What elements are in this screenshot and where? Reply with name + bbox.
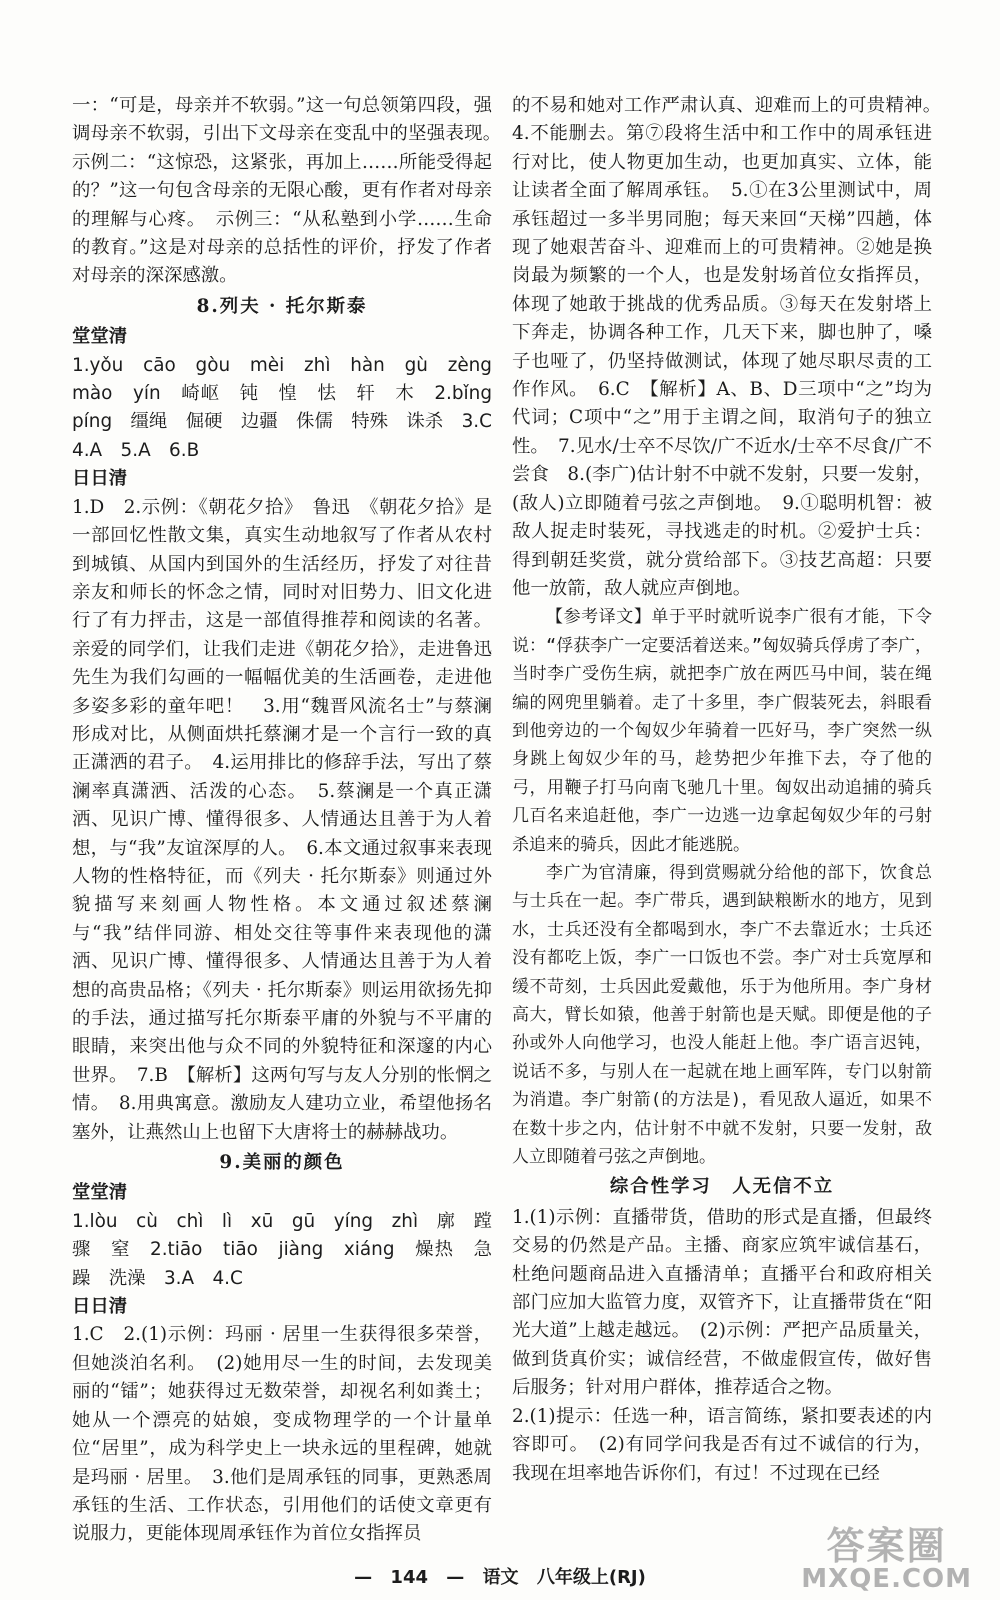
answer-paragraph: 一：“可是，母亲并不软弱。”这一句总领第四段，强调母亲不软弱，引出下文母亲在变乱中的坚强表现。 示例二：“这惊恐，这紧张，再加上……所能受得起的？”这一句包含母亲的无限心酸，更有作者对母亲的理解与心疼。 示例三：“从私塾到小学……生命的教育。”这是对母亲的总括性的评价，抒发了作者对母亲的深深感激。 — [72, 95, 511, 287]
watermark-url: MXQE.COM — [801, 1564, 972, 1594]
section-label: 堂堂清 — [72, 326, 128, 348]
lesson-title-8: 8.列夫 · 托尔斯泰 — [196, 295, 368, 317]
page-number: 144 — [390, 1567, 428, 1588]
answer-paragraph: 的不易和她对工作严肃认真、迎难而上的可贵精神。 4.不能删去。第⑦段将生活中和工作中的周承钰进行对比，使人物更加生动，也更加真实、立体，能让读者全面了解周承钰。 5.①在3公里测试中，周承钰超过一多半男同胞；每天来回“天梯”四趟，体现了她艰苦奋斗、迎难而上的可贵精神。②她是换岗最为频繁的一个人，也是发射场首位女指挥员，体现了她敢于挑战的优秀品质。③每天在发射塔上下奔走，协调各种工作，几天下来，脚也肿了，嗓子也哑了，仍坚持做测试，体现了她尽职尽责的工作作风。 6.C 【解析】A、B、D三项中“之”均为代词；C项中“之”用于主谓之间，取消句子的独立性。 7.见水/士卒不尽饮/广不近水/士卒不尽食/广不尝食 8.(李广)估计射不中就不发射，只要一发射，(敌人)立即随着弓弦之声倒地。 9.①聪明机智：被敌人捉走时装死，寻找逃走的时机。②爱护士兵：得到朝廷奖赏，就分赏给部下。③技艺高超：只要他一放箭，敌人就应声倒地。 — [512, 95, 951, 599]
right-column — [512, 92, 951, 1488]
reference-translation: 【参考译文】单于平时就听说李广很有才能，下令说：“俘获李广一定要活着送来。”匈奴骑兵俘虏了李广，当时李广受伤生病，就把李广放在两匹马中间，装在绳编的网兜里躺着。走了十多里，李广假装死去，斜眼看到他旁边的一个匈奴少年骑着一匹好马，李广突然一纵身跳上匈奴少年的马，趁势把少年推下去，夺了他的弓，用鞭子打马向南飞驰几十里。匈奴出动追捕的骑兵几百名来追赶他，李广一边逃一边拿起匈奴少年的弓射杀追来的骑兵，因此才能逃脱。 — [512, 607, 932, 855]
section-label: 日日清 — [72, 468, 128, 490]
reference-translation: 李广为官清廉，得到赏赐就分给他的部下，饮食总与士兵在一起。李广带兵，遇到缺粮断水的地方，见到水，士兵还没有全都喝到水，李广不去靠近水；士兵还没有都吃上饭，李广一口饭也不尝。李广对士兵宽厚和缓不苛刻，士兵因此爱戴他，乐于为他所用。李广身材高大，臂长如猿，他善于射箭也是天赋。即便是他的子孙或外人向他学习，也没人能赶上他。李广语言迟钝，说话不多，与别人在一起就在地上画军阵，专门以射箭为消遣。李广射箭(的方法是)，看见敌人逼近，如果不在数十步之内，估计射不中就不发射，只要一发射，敌人立即随着弓弦之声倒地。 — [512, 862, 932, 1168]
answer-paragraph: 1.(1)示例：直播带货，借助的形式是直播，但最终交易的仍然是产品。主播、商家应筑牢诚信基石，杜绝问题商品进入直播清单；直播平台和政府相关部门应加大监管力度，双管齐下，让直播带货在“阳光大道”上越走越远。 (2)示例：严把产品质量关，做到货真价实；诚信经营，不做虚假宣传，做好售后服务；针对用户群体，推荐适合之物。 — [512, 1206, 932, 1399]
lesson-title-9: 9.美丽的颜色 — [219, 1152, 345, 1174]
footer-dash: — — [446, 1567, 465, 1588]
watermark — [801, 1526, 972, 1592]
footer-dash: — — [354, 1567, 373, 1588]
answer-paragraph: 1.C 2.(1)示例：玛丽 · 居里一生获得很多荣誉，但她淡泊名利。 (2)她用尽一生的时间，去发现美丽的“镭”；她获得过无数荣誉，却视名利如粪土；她从一个漂亮的姑娘，变成物理学的一个计量单位“居里”，成为科学史上一块永远的里程碑，她就是玛丽 · 居里。 3.他们是周承钰的同事，更熟悉周承钰的生活、工作状态，引用他们的话使文章更有说服力，更能体现周承钰作为首位女指挥员 — [72, 1324, 492, 1545]
subject-label: 语文 — [482, 1567, 519, 1588]
section-label: 堂堂清 — [72, 1182, 128, 1204]
grade-label: 八年级上(RJ) — [536, 1567, 646, 1588]
answer-paragraph: 1.yǒu cāo gòu mèi zhì hàn gù zèng mào yín 崎岖 钝 惶 怯 轩 木 2.bǐng píng 缰绳 倔硬 边疆 侏儒 特殊 诛杀 3.C 4.A 5.A 6.B — [72, 354, 511, 461]
section-label: 日日清 — [72, 1296, 128, 1318]
left-column — [72, 92, 511, 1549]
watermark-logo: 答案圈 — [826, 1524, 947, 1568]
comprehensive-study-title: 综合性学习 人无信不立 — [609, 1176, 835, 1198]
answer-paragraph: 1.D 2.示例：《朝花夕拾》 鲁迅 《朝花夕拾》是一部回忆性散文集，真实生动地叙写了作者从农村到城镇、从国内到国外的生活经历，抒发了对往昔亲友和师长的怀念之情，同时对旧势力、旧文化进行了有力抨击，这是一部值得推荐和阅读的名著。亲爱的同学们，让我们走进《朝花夕拾》，走进鲁迅先生为我们勾画的一幅幅优美的生活画卷，走进他多姿多彩的童年吧！ 3.用“魏晋风流名士”与蔡澜形成对比，从侧面烘托蔡澜才是一个言行一致的真正潇洒的君子。 4.运用排比的修辞手法，写出了蔡澜率真潇洒、活泼的心态。 5.蔡澜是一个真正潇洒、见识广博、懂得很多、人情通达且善于为人着想，与“我”友谊深厚的人。 6.本文通过叙事来表现人物的性格特征，而《列夫 · 托尔斯泰》则通过外貌描写来刻画人物性格。本文通过叙述蔡澜与“我”结伴同游、相处交往等事件来表现他的潇洒、见识广博、懂得很多、人情通达且善于为人着想的高贵品格；《列夫 · 托尔斯泰》则运用欲扬先抑的手法，通过描写托尔斯泰平庸的外貌与不平庸的眼睛，来突出他与众不同的外貌特征和深邃的内心世界。 7.B 【解析】这两句写与友人分别的怅惘之情。 8.用典寓意。激励友人建功立业，希望他扬名塞外，让燕然山上也留下大唐将士的赫赫战功。 — [72, 496, 492, 1143]
answer-paragraph: 1.lòu cù chì lì xū gū yíng zhì 廓 蹚 骤 窒 2.tiāo tiāo jiàng xiáng 燥热 急躁 洗澡 3.A 4.C — [72, 1210, 511, 1289]
answer-paragraph: 2.(1)提示：任选一种，语言简练，紧扣要表述的内容即可。 (2)有同学问我是否有过不诚信的行为，我现在坦率地告诉你们，有过！不过现在已经 — [512, 1405, 932, 1484]
